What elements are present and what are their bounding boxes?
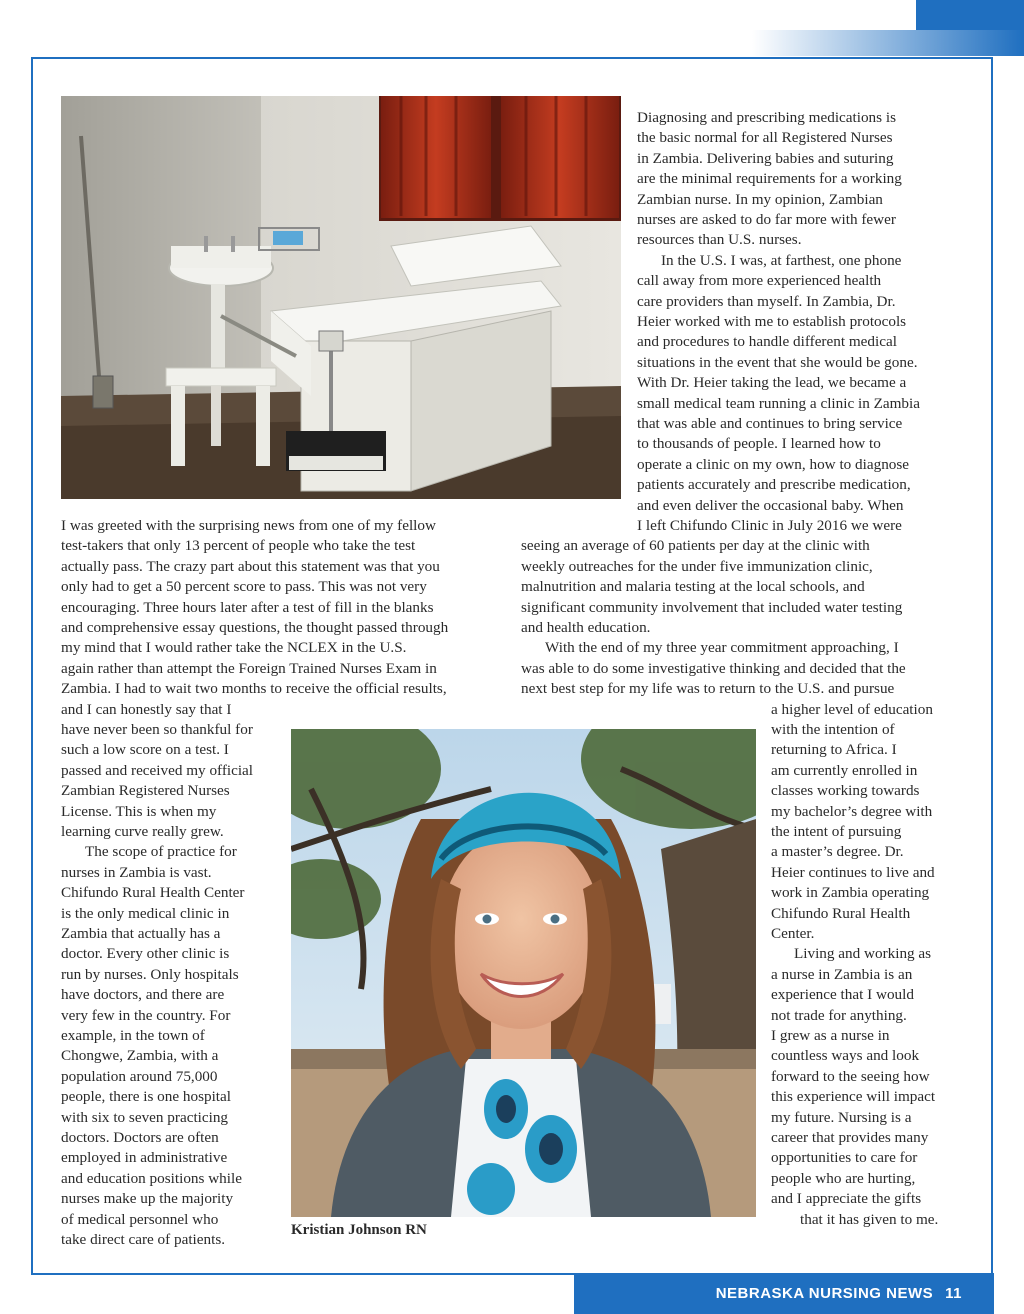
text-line: with the intention of [771, 721, 895, 738]
text-line: to thousands of people. I learned how to [637, 435, 881, 453]
text-line: patients accurately and prescribe medication, [637, 476, 911, 494]
text-line: is the only medical clinic in [61, 904, 230, 922]
header-gradient-bar [752, 30, 1024, 56]
text-line: nurses in Zambia is vast. [61, 863, 212, 881]
text-line: doctor. Every other clinic is [61, 945, 230, 963]
text-line: not trade for anything. [771, 1006, 907, 1024]
text-line: people, there is one hospital [61, 1088, 231, 1106]
footer-bar [574, 1273, 994, 1314]
text-line: that it has given to me. [800, 1210, 939, 1228]
text-line: and even deliver the occasional baby. When [637, 496, 904, 514]
exam-room-photo [61, 96, 621, 499]
text-line: resources than U.S. nurses. [637, 231, 802, 249]
text-line: nurses are asked to do far more with fewer [637, 211, 896, 228]
text-line: doctors. Doctors are often [61, 1129, 219, 1146]
text-line: classes working towards [771, 782, 920, 800]
text-line: have never been so thankful for [61, 721, 253, 738]
text-line: returning to Africa. I [771, 741, 897, 759]
portrait-illustration [291, 729, 756, 1217]
text-line: care providers than myself. In Zambia, Dr. [637, 292, 896, 310]
text-line: was able to do some investigative thinking and decided that the [521, 659, 906, 677]
text-line: Chongwe, Zambia, with a [61, 1047, 219, 1065]
text-line: this experience will impact [771, 1088, 936, 1106]
text-line: and education positions while [61, 1169, 242, 1187]
text-line: Diagnosing and prescribing medications is [637, 109, 896, 126]
text-line: Heier worked with me to establish protocols [637, 313, 907, 330]
text-line: Zambian nurse. In my opinion, Zambian [637, 190, 883, 208]
text-line: nurses make up the majority [61, 1190, 234, 1208]
text-line: learning curve really grew. [61, 823, 224, 840]
text-line: Heier continues to live and [771, 863, 935, 881]
exam-room-illustration [61, 96, 621, 499]
text-line: operate a clinic on my own, how to diagnose [637, 455, 910, 473]
text-line: I left Chifundo Clinic in July 2016 we were [637, 517, 902, 534]
text-line: employed in administrative [61, 1149, 228, 1167]
text-line: next best step for my life was to return to the U.S. and pursue [521, 680, 895, 698]
text-line: a higher level of education [771, 700, 933, 718]
photo-caption: Kristian Johnson RN [291, 1222, 427, 1238]
text-line: I was greeted with the surprising news from one of my fellow [61, 517, 436, 534]
text-line: are the minimal requirements for a working [637, 170, 902, 188]
text-line: and I can honestly say that I [61, 700, 232, 718]
text-line: a master’s degree. Dr. [771, 843, 904, 861]
text-line: am currently enrolled in [771, 761, 918, 779]
text-line: and procedures to handle different medical [637, 333, 897, 351]
text-line: and comprehensive essay questions, the thought passed through [61, 619, 449, 636]
text-line: Living and working as [794, 945, 932, 963]
text-line: Chifundo Rural Health [771, 904, 911, 922]
text-line: run by nurses. Only hospitals [61, 965, 239, 983]
text-line: with six to seven practicing [61, 1108, 229, 1126]
text-line: and I appreciate the gifts [771, 1190, 922, 1208]
text-line: career that provides many [771, 1129, 929, 1146]
text-line: Center. [771, 925, 815, 942]
text-line: experience that I would [771, 986, 914, 1004]
text-line: a nurse in Zambia is an [771, 965, 913, 983]
text-line: my mind that I would rather take the NCLEX in the U.S. [61, 639, 407, 657]
text-line: The scope of practice for [85, 843, 237, 861]
text-line: example, in the town of [61, 1027, 205, 1044]
text-line: the intent of pursuing [771, 823, 902, 840]
text-line: weekly outreaches for the under five immunization clinic, [521, 557, 873, 575]
text-line: forward to the seeing how [771, 1067, 930, 1085]
text-line: passed and received my official [61, 761, 254, 779]
text-line: only had to get a 50 percent score to pass. This was not very [61, 578, 427, 596]
text-line: situations in the event that she would be gone. [637, 353, 918, 371]
text-line: that was able and continues to bring service [637, 415, 903, 432]
text-line: In the U.S. I was, at farthest, one phone [661, 251, 902, 269]
text-line: Zambia. I had to wait two months to receive the official results, [61, 680, 447, 698]
text-line: With the end of my three year commitment approaching, I [545, 639, 899, 657]
text-line: seeing an average of 60 patients per day at the clinic with [521, 537, 870, 555]
text-line: Zambian Registered Nurses [61, 782, 230, 800]
portrait-photo [291, 729, 756, 1217]
text-line: people who are hurting, [771, 1169, 916, 1187]
text-line: malnutrition and malaria testing at the local schools, and [521, 578, 865, 596]
text-line: have doctors, and there are [61, 986, 225, 1004]
text-line: Chifundo Rural Health Center [61, 884, 245, 902]
text-line: significant community involvement that included water testing [521, 598, 903, 616]
text-line: very few in the country. For [61, 1006, 231, 1024]
text-line: countless ways and look [771, 1047, 920, 1065]
text-line: my future. Nursing is a [771, 1108, 912, 1126]
text-line: Zambia that actually has a [61, 925, 221, 942]
text-line: again rather than attempt the Foreign Trained Nurses Exam in [61, 659, 437, 677]
corner-tab [916, 0, 1024, 32]
text-line: such a low score on a test. I [61, 741, 229, 759]
text-line: I grew as a nurse in [771, 1027, 890, 1044]
text-line: With Dr. Heier taking the lead, we became a [637, 374, 907, 392]
text-line: call away from more experienced health [637, 272, 882, 290]
text-line: population around 75,000 [61, 1067, 218, 1085]
text-line: of medical personnel who [61, 1210, 219, 1228]
text-line: small medical team running a clinic in Zambia [637, 394, 920, 412]
text-line: License. This is when my [61, 802, 217, 820]
text-line: encouraging. Three hours later after a test of fill in the blanks [61, 598, 434, 616]
text-line: my bachelor’s degree with [771, 802, 933, 820]
text-line: in Zambia. Delivering babies and suturing [637, 149, 894, 167]
text-line: take direct care of patients. [61, 1231, 226, 1248]
page-number: 11 [945, 1285, 962, 1302]
text-line: and health education. [521, 619, 651, 636]
text-line: test-takers that only 13 percent of people who take the test [61, 537, 416, 555]
publication-name: NEBRASKA NURSING NEWS [715, 1285, 934, 1302]
text-line: actually pass. The crazy part about this statement was that you [61, 557, 440, 575]
text-line: the basic normal for all Registered Nurses [637, 129, 893, 147]
text-line: opportunities to care for [771, 1149, 918, 1167]
text-line: work in Zambia operating [771, 884, 930, 902]
